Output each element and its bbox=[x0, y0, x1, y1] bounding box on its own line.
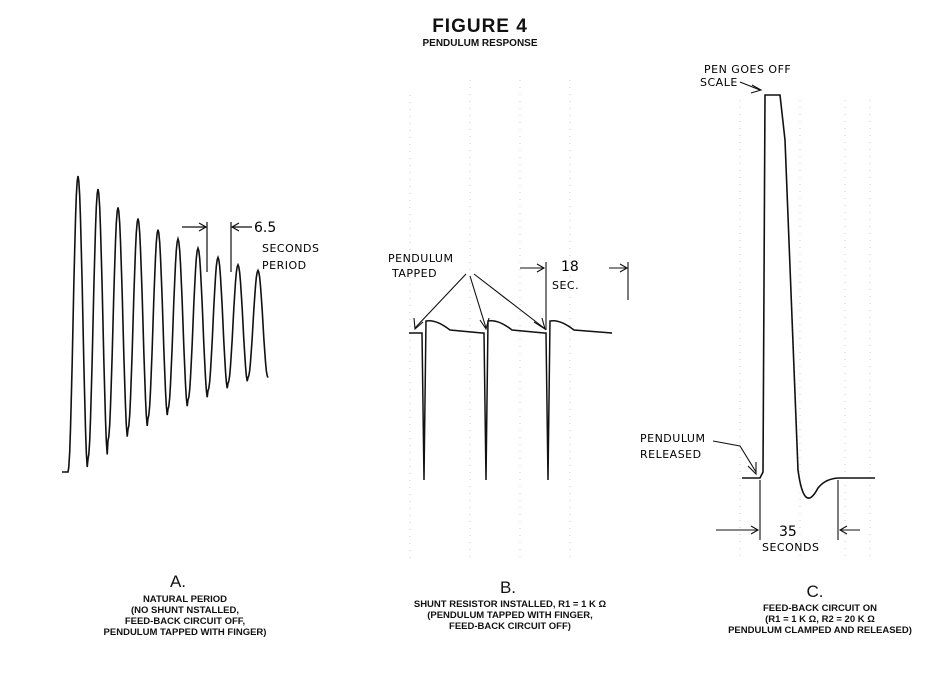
tap-arrow-1 bbox=[415, 274, 466, 328]
panel-a-period-label-2: PERIOD bbox=[262, 259, 307, 272]
panel-a-oscillation-trace bbox=[62, 176, 268, 472]
panel-c-offscale-label-2: SCALE bbox=[700, 76, 738, 89]
panel-c-duration-value: 35 bbox=[779, 524, 797, 540]
tap-arrowhead-3 bbox=[534, 318, 545, 329]
panel-b-trace bbox=[409, 321, 612, 480]
panel-a-caption: NATURAL PERIOD (NO SHUNT NSTALLED, FEED-BACK CIRCUIT OFF, PENDULUM TAPPED WITH FINGER) bbox=[103, 594, 267, 638]
tap-arrow-2 bbox=[470, 276, 486, 328]
release-arrowhead bbox=[748, 462, 756, 474]
panel-c-release-label-2: RELEASED bbox=[640, 448, 702, 461]
panel-b-interval-value: 18 bbox=[561, 259, 579, 275]
panel-c-letter: C. bbox=[806, 582, 824, 601]
panel-c-offscale-label-1: PEN GOES OFF bbox=[704, 63, 792, 76]
offscale-arrow bbox=[740, 82, 760, 90]
panel-b-letter: B. bbox=[499, 578, 517, 597]
panel-b-caption: SHUNT RESISTOR INSTALLED, R1 = 1 K Ω (PENDULUM TAPPED WITH FINGER, FEED-BACK CIRCUIT OFF) bbox=[413, 599, 607, 632]
figure-subtitle: PENDULUM RESPONSE bbox=[422, 38, 538, 49]
panel-c-caption: FEED-BACK CIRCUIT ON (R1 = 1 K Ω, R2 = 20 K Ω PENDULUM CLAMPED AND RELEASED) bbox=[728, 603, 912, 636]
panel-b-tap-arrows bbox=[414, 262, 628, 330]
panel-c-duration-label: SECONDS bbox=[762, 541, 820, 554]
panel-a-period-value: 6.5 bbox=[254, 220, 277, 236]
panel-a-period-label-1: SECONDS bbox=[262, 242, 320, 255]
panel-c-trace bbox=[742, 95, 875, 498]
tap-arrow-3 bbox=[474, 274, 544, 328]
offscale-arrowhead bbox=[751, 85, 761, 93]
panel-b-tap-label-2: TAPPED bbox=[392, 267, 438, 280]
panel-a-letter: A. bbox=[169, 572, 187, 591]
panel-b-plot bbox=[388, 80, 628, 560]
panel-c-release-label-1: PENDULUM bbox=[640, 432, 706, 445]
panel-a-plot bbox=[62, 176, 319, 472]
panel-c-plot bbox=[640, 63, 875, 560]
panel-c-arrows bbox=[713, 82, 860, 540]
figure-title: FIGURE 4 bbox=[432, 16, 528, 37]
panel-b-interval-label: SEC. bbox=[552, 279, 580, 292]
panel-b-tap-label-1: PENDULUM bbox=[388, 252, 454, 265]
